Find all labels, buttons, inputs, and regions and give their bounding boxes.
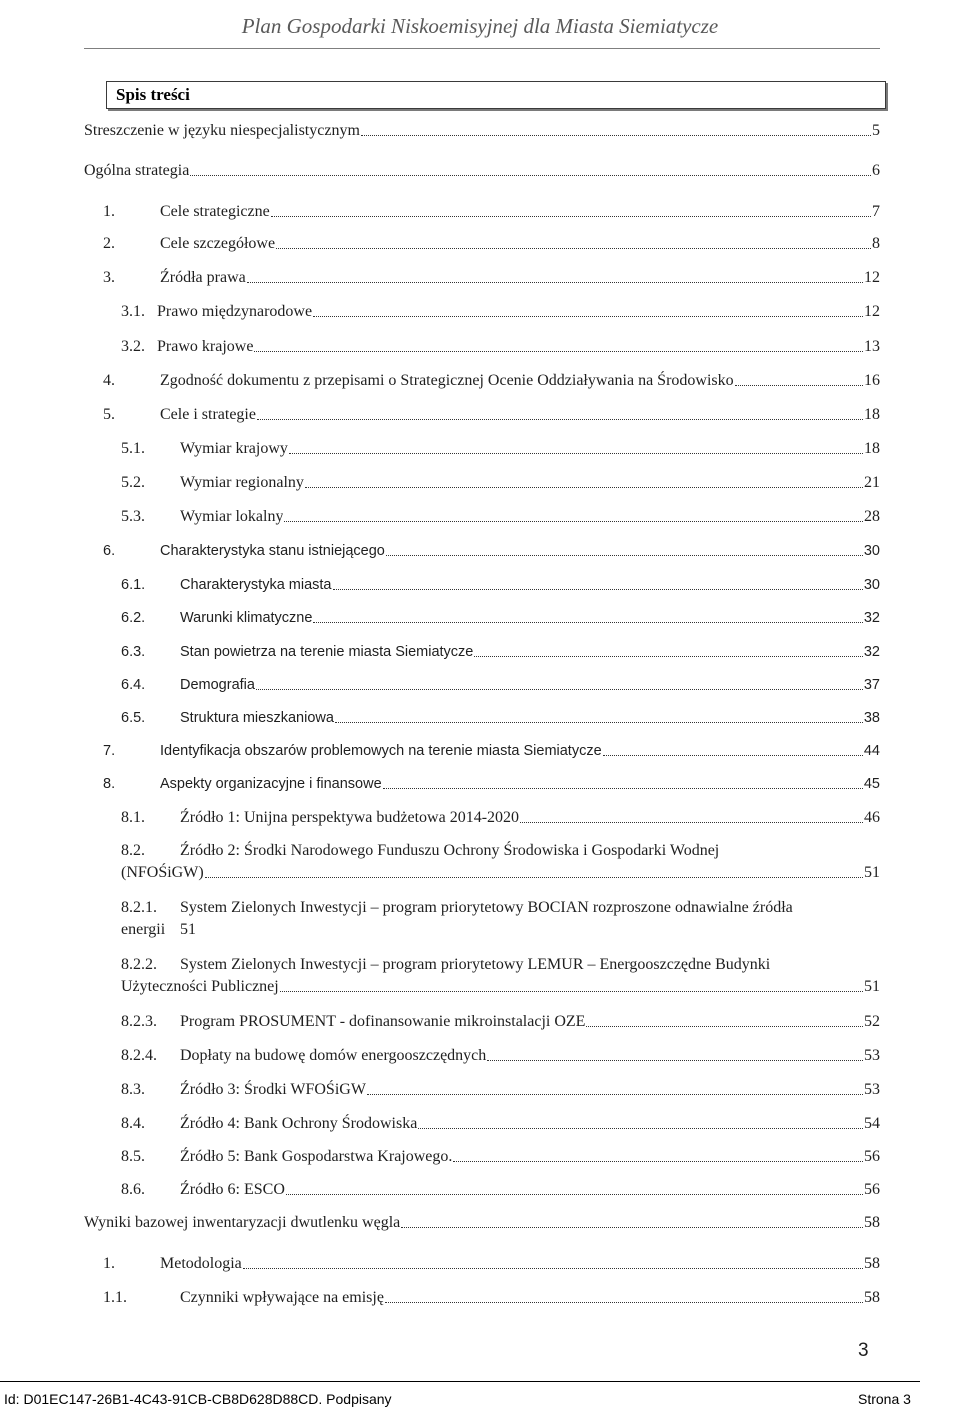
- toc-entry-title[interactable]: Program PROSUMENT - dofinansowanie mikroinstalacji OZE: [180, 1013, 586, 1030]
- toc-entry-page[interactable]: 7: [872, 203, 880, 220]
- toc-leader-dots: [453, 1155, 863, 1162]
- toc-leader-dots: [243, 1262, 863, 1269]
- toc-leader-dots: [386, 549, 863, 556]
- toc-leader-dots: [284, 515, 863, 522]
- toc-entry-line: [121, 976, 880, 998]
- toc-entry-number: 8.1.: [121, 809, 145, 826]
- toc-entry-title[interactable]: Źródło 1: Unijna perspektywa budżetowa 2014-2020: [180, 809, 520, 826]
- toc-entry[interactable]: [121, 1113, 880, 1135]
- toc-entry-page[interactable]: 56: [864, 1148, 880, 1165]
- toc-entry-number: 8.3.: [121, 1081, 145, 1098]
- toc-entry-page[interactable]: 58: [864, 1214, 880, 1231]
- toc-entry-page[interactable]: 30: [863, 543, 880, 559]
- toc-entry-title[interactable]: Wyniki bazowej inwentaryzacji dwutlenku węgla: [84, 1214, 401, 1231]
- toc-leader-dots: [256, 683, 863, 690]
- toc-entry-title[interactable]: Aspekty organizacyjne i finansowe: [160, 776, 382, 792]
- toc-entry-number: 1.: [103, 203, 115, 220]
- toc-leader-dots: [247, 276, 863, 283]
- toc-entry-line: [121, 840, 880, 862]
- toc-entry-page[interactable]: 12: [864, 269, 880, 286]
- toc-entry-number: 8.5.: [121, 1148, 145, 1165]
- toc-entry[interactable]: [121, 707, 880, 729]
- toc-entry-title[interactable]: Wymiar krajowy: [180, 440, 288, 457]
- toc-entry-page[interactable]: 32: [863, 644, 880, 660]
- header-divider: [84, 48, 880, 49]
- document-id: Id: D01EC147-26B1-4C43-91CB-CB8D628D88CD. Podpisany: [4, 1391, 392, 1407]
- toc-entry-number: 8.6.: [121, 1181, 145, 1198]
- toc-entry-number: 8.2.2.: [121, 956, 157, 973]
- toc-entry-page[interactable]: 51: [180, 921, 196, 938]
- toc-leader-dots: [205, 871, 863, 878]
- toc-entry-page[interactable]: 18: [864, 406, 880, 423]
- toc-entry-page[interactable]: 56: [864, 1181, 880, 1198]
- toc-entry-title[interactable]: Streszczenie w języku niespecjalistycznym: [84, 122, 360, 139]
- toc-leader-dots: [313, 310, 863, 317]
- toc-entry[interactable]: [103, 404, 880, 426]
- toc-entry[interactable]: [121, 1045, 880, 1067]
- toc-entry-page[interactable]: 53: [864, 1081, 880, 1098]
- toc-leader-dots: [289, 447, 863, 454]
- toc-leader-dots: [383, 782, 863, 789]
- toc-entry-page[interactable]: 16: [864, 372, 880, 389]
- toc-entry-title[interactable]: Prawo krajowe: [157, 338, 254, 355]
- toc-entry[interactable]: [121, 301, 880, 323]
- toc-entry[interactable]: [121, 472, 880, 494]
- toc-entry-title[interactable]: Wymiar regionalny: [180, 474, 304, 491]
- toc-entry[interactable]: [103, 773, 880, 795]
- toc-entry-page[interactable]: 54: [864, 1115, 880, 1132]
- toc-entry-title[interactable]: Cele szczegółowe: [160, 235, 276, 252]
- toc-entry-title[interactable]: Źródło 2: Środki Narodowego Funduszu Ochrony Środowiska i Gospodarki Wodnej: [180, 842, 720, 859]
- toc-entry-title[interactable]: Struktura mieszkaniowa: [180, 710, 334, 726]
- toc-entry-number: 6.: [103, 543, 116, 559]
- toc-entry-line: [121, 919, 880, 941]
- toc-entry-page[interactable]: 28: [864, 508, 880, 525]
- toc-leader-dots: [257, 413, 863, 420]
- toc-entry-number: 6.2.: [121, 610, 146, 626]
- toc-entry-title[interactable]: Źródła prawa: [160, 269, 246, 286]
- toc-entry[interactable]: [121, 506, 880, 528]
- toc-entry-number: 5.3.: [121, 508, 145, 525]
- toc-entry-number: 6.5.: [121, 710, 146, 726]
- toc-entry[interactable]: [103, 740, 880, 762]
- toc-entry[interactable]: [103, 233, 880, 255]
- toc-entry-number: 7.: [103, 743, 116, 759]
- toc-entry[interactable]: [121, 954, 880, 998]
- toc-leader-dots: [286, 1188, 863, 1195]
- toc-entry-title[interactable]: Warunki klimatyczne: [180, 610, 313, 626]
- toc-entry-line: [121, 897, 880, 919]
- toc-entry-page[interactable]: 12: [864, 303, 880, 320]
- toc-entry-title-cont[interactable]: (NFOŚiGW): [121, 864, 204, 881]
- toc-entry-page[interactable]: 51: [864, 864, 880, 881]
- toc-entry-number: 1.: [103, 1255, 115, 1272]
- toc-entry[interactable]: [121, 574, 880, 596]
- toc-entry-title[interactable]: System Zielonych Inwestycji – program priorytetowy BOCIAN rozproszone odnawialne źródła: [180, 899, 793, 916]
- toc-entry-page[interactable]: 21: [864, 474, 880, 491]
- toc-entry[interactable]: [84, 120, 880, 142]
- toc-leader-dots: [276, 242, 871, 249]
- toc-entry-number: 3.: [103, 269, 115, 286]
- toc-entry-page[interactable]: 18: [864, 440, 880, 457]
- toc-entry-title[interactable]: Dopłaty na budowę domów energooszczędnych: [180, 1047, 487, 1064]
- toc-entry[interactable]: [84, 1212, 880, 1234]
- toc-entry[interactable]: [121, 1079, 880, 1101]
- toc-entry-title[interactable]: Stan powietrza na terenie miasta Siemiatycze: [180, 644, 474, 660]
- toc-entry-line: [121, 954, 880, 976]
- toc-entry[interactable]: [103, 540, 880, 562]
- toc-entry[interactable]: [121, 438, 880, 460]
- toc-entry-number: 6.4.: [121, 677, 146, 693]
- toc-entry[interactable]: [103, 370, 880, 392]
- toc-entry-number: 3.2.: [121, 338, 145, 355]
- toc-leader-dots: [474, 650, 862, 657]
- toc-entry-number: 4.: [103, 372, 115, 389]
- toc-entry-page[interactable]: 53: [864, 1047, 880, 1064]
- toc-entry[interactable]: [84, 160, 880, 182]
- toc-entry-line: [121, 862, 880, 884]
- toc-entry-page[interactable]: 5: [872, 122, 880, 139]
- toc-entry-number: 8.2.4.: [121, 1047, 157, 1064]
- toc-leader-dots: [735, 379, 863, 386]
- toc-leader-dots: [313, 616, 862, 623]
- toc-entry-page[interactable]: 58: [864, 1289, 880, 1306]
- toc-entry-page[interactable]: 46: [864, 809, 880, 826]
- toc-leader-dots: [190, 169, 871, 176]
- toc-entry-title[interactable]: Źródło 3: Środki WFOŚiGW: [180, 1081, 366, 1098]
- toc-entry[interactable]: [103, 201, 880, 223]
- toc-entry-page[interactable]: 45: [863, 776, 880, 792]
- toc-entry-title[interactable]: Źródło 5: Bank Gospodarstwa Krajowego.: [180, 1148, 453, 1165]
- toc-entry-title[interactable]: Metodologia: [160, 1255, 242, 1272]
- toc-entry[interactable]: [121, 1179, 880, 1201]
- toc-entry-title[interactable]: System Zielonych Inwestycji – program priorytetowy LEMUR – Energooszczędne Budynki: [180, 956, 771, 973]
- toc-entry-title-cont[interactable]: energii: [121, 921, 166, 938]
- toc-leader-dots: [586, 1020, 863, 1027]
- toc-entry-number: 8.2.3.: [121, 1013, 157, 1030]
- toc-leader-dots: [367, 1088, 863, 1095]
- toc-leader-dots: [280, 985, 863, 992]
- toc-entry-number: 8.2.1.: [121, 899, 157, 916]
- footer-page-label: Strona 3: [858, 1391, 911, 1407]
- toc-entry-title[interactable]: Źródło 4: Bank Ochrony Środowiska: [180, 1115, 418, 1132]
- toc-entry[interactable]: [121, 807, 880, 829]
- toc-entry-number: 8.2.: [121, 842, 145, 859]
- toc-leader-dots: [271, 210, 871, 217]
- toc-entry[interactable]: [121, 607, 880, 629]
- toc-leader-dots: [603, 749, 863, 756]
- toc-entry-title[interactable]: Demografia: [180, 677, 255, 693]
- toc-entry-page[interactable]: 32: [863, 610, 880, 626]
- toc-entry-title[interactable]: Prawo międzynarodowe: [157, 303, 313, 320]
- toc-entry[interactable]: [121, 840, 880, 884]
- toc-leader-dots: [335, 716, 863, 723]
- toc-entry[interactable]: [121, 674, 880, 696]
- toc-entry-title[interactable]: Identyfikacja obszarów problemowych na terenie miasta Siemiatycze: [160, 743, 602, 759]
- toc-entry-number: 5.2.: [121, 474, 145, 491]
- toc-leader-dots: [487, 1054, 863, 1061]
- toc-entry-title[interactable]: Ogólna strategia: [84, 162, 190, 179]
- toc-entry-title[interactable]: Wymiar lokalny: [180, 508, 284, 525]
- toc-entry-number: 1.1.: [103, 1289, 127, 1306]
- toc-entry-page[interactable]: 6: [872, 162, 880, 179]
- toc-leader-dots: [361, 129, 871, 136]
- toc-entry-number: 5.: [103, 406, 115, 423]
- toc-entry-page[interactable]: 13: [864, 338, 880, 355]
- toc-entry-page[interactable]: 8: [872, 235, 880, 252]
- toc-entry-number: 6.1.: [121, 577, 146, 593]
- toc-entry-number: 8.4.: [121, 1115, 145, 1132]
- toc-entry-page[interactable]: 30: [863, 577, 880, 593]
- toc-entry-page[interactable]: 52: [864, 1013, 880, 1030]
- toc-entry-number: 2.: [103, 235, 115, 252]
- toc-entry-title[interactable]: Zgodność dokumentu z przepisami o Strategicznej Ocenie Oddziaływania na Środowisko: [160, 372, 734, 389]
- toc-leader-dots: [418, 1122, 863, 1129]
- toc-entry-page[interactable]: 38: [863, 710, 880, 726]
- toc-entry-title[interactable]: Czynniki wpływające na emisję: [180, 1289, 384, 1306]
- toc-entry[interactable]: [121, 1011, 880, 1033]
- toc-leader-dots: [254, 345, 863, 352]
- page-number: 3: [858, 1340, 869, 1361]
- toc-entry-title[interactable]: Charakterystyka miasta: [180, 577, 332, 593]
- toc-leader-dots: [333, 583, 863, 590]
- running-header: Plan Gospodarki Niskoemisyjnej dla Miasta Siemiatycze: [241, 14, 719, 38]
- toc-entry[interactable]: [103, 1253, 880, 1275]
- toc-leader-dots: [520, 816, 863, 823]
- toc-entry-page[interactable]: 58: [864, 1255, 880, 1272]
- toc-entry-title[interactable]: Źródło 6: ESCO: [180, 1181, 285, 1198]
- toc-entry-title[interactable]: Cele strategiczne: [160, 203, 270, 220]
- toc-entry-page[interactable]: 44: [863, 743, 880, 759]
- toc-entry-number: 3.1.: [121, 303, 145, 320]
- toc-entry[interactable]: [121, 641, 880, 663]
- toc-heading: Spis treści: [116, 85, 190, 104]
- toc-leader-dots: [385, 1296, 863, 1303]
- toc-entry-number: 8.: [103, 776, 116, 792]
- toc-heading-box: [106, 81, 886, 109]
- toc-entry-title[interactable]: Cele i strategie: [160, 406, 256, 423]
- toc-entry[interactable]: [121, 336, 880, 358]
- toc-entry-page[interactable]: 51: [864, 978, 880, 995]
- toc-entry-title[interactable]: Charakterystyka stanu istniejącego: [160, 543, 385, 559]
- toc-entry[interactable]: [103, 267, 880, 289]
- toc-entry-number: 6.3.: [121, 644, 146, 660]
- toc-entry-page[interactable]: 37: [863, 677, 880, 693]
- footer-divider: [0, 1381, 920, 1382]
- toc-entry[interactable]: [121, 897, 880, 941]
- toc-entry[interactable]: [121, 1146, 880, 1168]
- toc-entry[interactable]: [103, 1287, 880, 1309]
- toc-entry-title-cont[interactable]: Użyteczności Publicznej: [121, 978, 279, 995]
- toc-leader-dots: [305, 481, 863, 488]
- toc-entry-number: 5.1.: [121, 440, 145, 457]
- toc-leader-dots: [401, 1221, 863, 1228]
